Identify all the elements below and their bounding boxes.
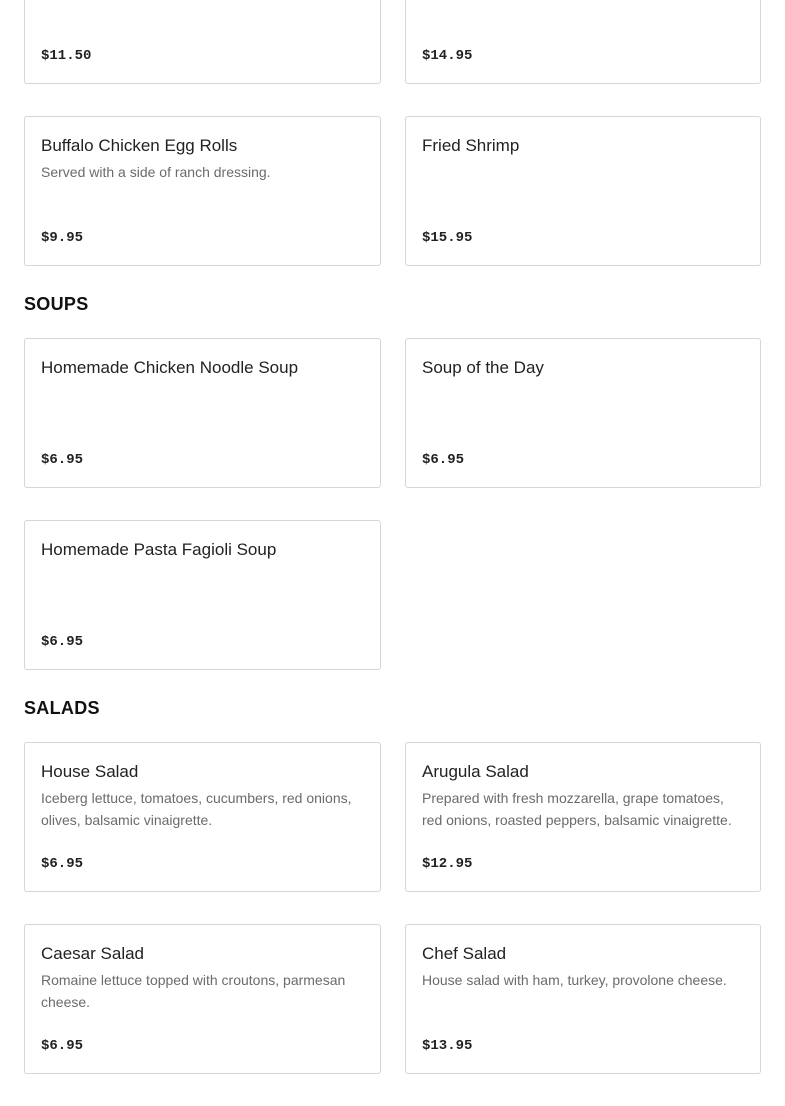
menu-list [24, 0, 761, 1106]
menu-item-card[interactable] [24, 520, 381, 670]
menu-item-card[interactable] [24, 338, 381, 488]
menu-grid-salads [24, 742, 761, 1106]
item-description: Iceberg lettuce, tomatoes, cucumbers, red onions, olives, balsamic vinaigrette. [41, 790, 352, 828]
menu-item-card[interactable] [24, 924, 381, 1074]
item-price: $9.95 [41, 230, 84, 246]
menu-item-card[interactable] [405, 0, 761, 84]
item-price: $15.95 [422, 230, 473, 246]
menu-item-card[interactable] [24, 116, 381, 266]
item-price: $6.95 [422, 452, 465, 468]
item-name: Arugula Salad [422, 762, 529, 781]
item-name: House Salad [41, 762, 139, 781]
item-name: Homemade Pasta Fagioli Soup [41, 540, 277, 559]
item-name: Fried Shrimp [422, 136, 520, 155]
item-description: Romaine lettuce topped with croutons, parmesan cheese. [41, 972, 346, 1010]
menu-item-card[interactable] [24, 0, 381, 84]
item-price: $6.95 [41, 452, 84, 468]
menu-item-card[interactable] [24, 742, 381, 892]
item-name: Homemade Chicken Noodle Soup [41, 358, 299, 377]
section-title-salads: SALADS [24, 698, 100, 718]
menu-item-card[interactable] [405, 338, 761, 488]
item-description: Prepared with fresh mozzarella, grape tomatoes, red onions, roasted peppers, balsamic vinaigrette. [422, 790, 732, 828]
item-price: $6.95 [41, 634, 84, 650]
item-name: Chef Salad [422, 944, 507, 963]
item-name: Buffalo Chicken Egg Rolls [41, 136, 238, 155]
item-description: Served with a side of ranch dressing. [41, 164, 271, 180]
menu-item-card[interactable] [405, 742, 761, 892]
item-name: Caesar Salad [41, 944, 145, 963]
item-price: $6.95 [41, 856, 84, 872]
menu-item-card[interactable] [405, 924, 761, 1074]
section-title-soups: SOUPS [24, 294, 89, 314]
item-price: $12.95 [422, 856, 473, 872]
menu-grid-previous [24, 0, 761, 266]
item-price: $11.50 [41, 48, 92, 64]
item-price: $14.95 [422, 48, 473, 64]
menu-grid-soups [24, 338, 761, 670]
item-name: Soup of the Day [422, 358, 544, 377]
item-description: House salad with ham, turkey, provolone cheese. [422, 972, 727, 988]
item-price: $6.95 [41, 1038, 84, 1054]
menu-item-card[interactable] [405, 116, 761, 266]
item-price: $13.95 [422, 1038, 473, 1054]
